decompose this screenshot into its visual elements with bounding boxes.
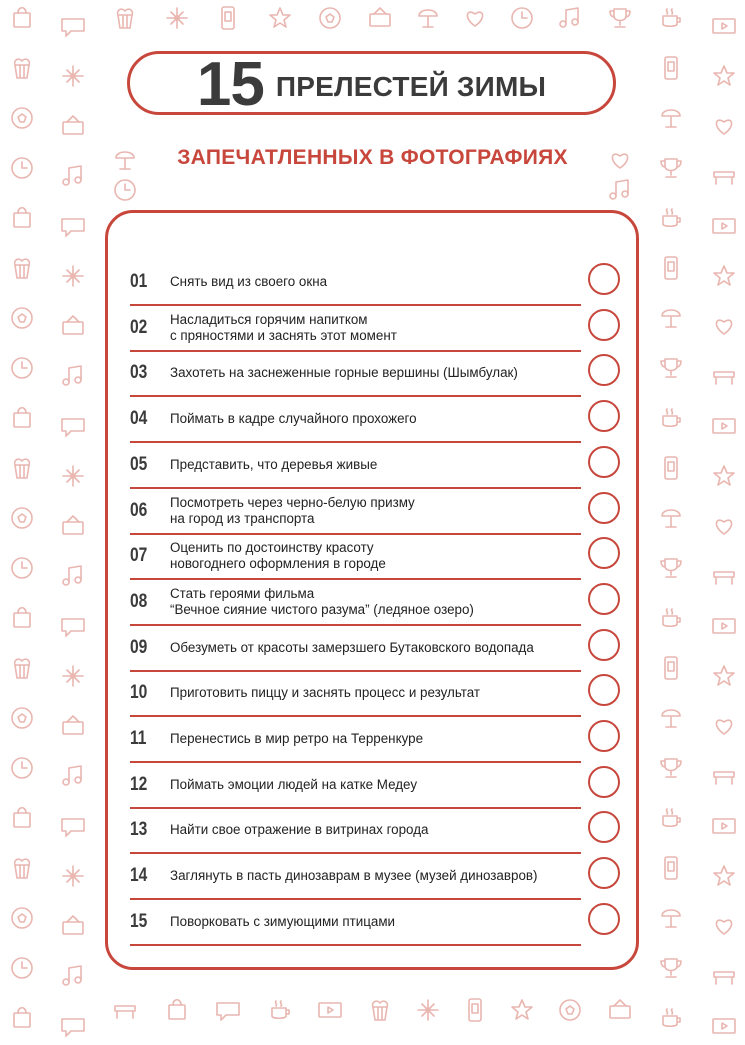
item-divider: [130, 761, 581, 763]
ticket-icon: [713, 1019, 735, 1033]
star-icon: [714, 466, 734, 485]
item-divider: [130, 807, 581, 809]
item-checkbox[interactable]: [588, 446, 620, 478]
trophy-icon: [661, 559, 681, 577]
item-text: [170, 354, 590, 392]
item-checkbox[interactable]: [588, 903, 620, 935]
item-text-line: Посмотреть через черно-белую призму: [170, 494, 415, 510]
music-note-icon: [560, 8, 578, 27]
heart-icon: [716, 920, 731, 934]
bench-icon: [714, 972, 734, 984]
item-number: 12: [130, 773, 148, 795]
sign-icon: [63, 316, 83, 334]
item-text-line: на город из транспорта: [170, 510, 315, 526]
ball-icon: [320, 8, 340, 28]
item-divider: [130, 350, 581, 352]
item-text-line: Обезуметь от красоты замерзшего Бутаковского водопада: [170, 639, 534, 655]
lamp-icon: [662, 910, 680, 927]
sign-icon: [63, 716, 83, 734]
item-text: [170, 629, 590, 667]
sign-icon: [610, 1000, 630, 1018]
sparkle-icon: [167, 8, 187, 28]
ticket-icon: [713, 19, 735, 33]
item-text-line: “Вечное сияние чистого разума” (ледяное озеро): [170, 601, 474, 617]
item-checkbox[interactable]: [588, 583, 620, 615]
title-number: 15: [196, 50, 264, 119]
sparkle-icon: [63, 466, 83, 486]
item-text-line: Стать героями фильма: [170, 585, 315, 601]
item-text: [170, 903, 590, 941]
chat-bubble-icon: [62, 219, 84, 236]
checklist-item: [130, 400, 625, 446]
checklist-item: [130, 766, 625, 812]
gift-bag-icon: [169, 1000, 185, 1019]
ticket-icon: [713, 219, 735, 233]
chat-bubble-icon: [62, 819, 84, 836]
item-number: 02: [130, 316, 148, 338]
item-divider: [130, 441, 581, 443]
item-number: 03: [130, 362, 148, 384]
item-text: [170, 492, 590, 530]
gift-bag-icon: [14, 208, 30, 227]
music-note-icon: [63, 366, 81, 385]
item-checkbox[interactable]: [588, 766, 620, 798]
gift-bag-icon: [14, 408, 30, 427]
sparkle-icon: [63, 266, 83, 286]
bench-icon: [714, 572, 734, 584]
sparkle-icon: [63, 666, 83, 686]
music-note-icon: [63, 966, 81, 985]
item-divider: [130, 624, 581, 626]
star-icon: [512, 1000, 532, 1019]
sign-icon: [370, 8, 390, 26]
star-icon: [714, 666, 734, 685]
item-divider: [130, 304, 581, 306]
item-text-line: Оценить по достоинству красоту: [170, 540, 374, 556]
lamp-icon: [662, 310, 680, 327]
phone-icon: [665, 657, 677, 679]
gift-bag-icon: [14, 1008, 30, 1027]
item-divider: [130, 670, 581, 672]
item-text: [170, 811, 590, 849]
star-icon: [714, 866, 734, 885]
item-divider: [130, 852, 581, 854]
item-number: 07: [130, 545, 148, 567]
ball-icon: [12, 508, 32, 528]
heart-icon: [467, 12, 482, 26]
item-text-line: Представить, что деревья живые: [170, 456, 378, 472]
chat-bubble-icon: [62, 419, 84, 436]
chat-bubble-icon: [217, 1003, 239, 1020]
item-text-line: с пряностями и заснять этот момент: [170, 327, 397, 343]
star-icon: [714, 266, 734, 285]
trophy-icon: [661, 759, 681, 777]
sign-icon: [63, 116, 83, 134]
music-note-icon: [610, 180, 628, 199]
sparkle-icon: [63, 866, 83, 886]
item-text-line: Перенестись в мир ретро на Терренкуре: [170, 731, 424, 746]
item-number: 04: [130, 408, 148, 430]
clock-icon: [12, 558, 32, 578]
coffee-cup-icon: [663, 9, 680, 26]
chat-bubble-icon: [62, 1019, 84, 1036]
clock-icon: [12, 958, 32, 978]
ball-icon: [12, 108, 32, 128]
popcorn-icon: [15, 459, 30, 478]
item-text-line: Приготовить пиццу и заснять процесс и результат: [170, 685, 481, 701]
heart-icon: [716, 320, 731, 334]
item-divider: [130, 395, 581, 397]
star-icon: [270, 8, 290, 27]
item-text-line: Поймать эмоции людей на катке Медеу: [170, 776, 418, 792]
checklist-item: [130, 583, 625, 629]
gift-bag-icon: [14, 808, 30, 827]
sparkle-icon: [418, 1000, 438, 1020]
heart-icon: [716, 520, 731, 534]
item-divider: [130, 578, 581, 580]
sparkle-icon: [63, 66, 83, 86]
ticket-icon: [713, 819, 735, 833]
heart-icon: [716, 720, 731, 734]
subtitle: ЗАПЕЧАТЛЕННЫХ В ФОТОГРАФИЯХ: [177, 146, 568, 169]
item-checkbox[interactable]: [588, 720, 620, 752]
ball-icon: [12, 308, 32, 328]
item-checkbox[interactable]: [588, 537, 620, 569]
popcorn-icon: [118, 9, 133, 28]
item-text-line: новогоднего оформления в городе: [170, 556, 386, 572]
item-text: [170, 309, 590, 347]
item-number: 06: [130, 499, 148, 521]
checklist-card: [105, 210, 639, 970]
ticket-icon: [713, 419, 735, 433]
trophy-icon: [661, 359, 681, 377]
item-checkbox[interactable]: [588, 492, 620, 524]
checklist-item: [130, 537, 625, 583]
checklist-item: [130, 674, 625, 720]
item-divider: [130, 898, 581, 900]
item-checkbox[interactable]: [588, 309, 620, 341]
popcorn-icon: [15, 659, 30, 678]
item-checkbox[interactable]: [588, 857, 620, 889]
item-number: 15: [130, 910, 148, 932]
lamp-icon: [662, 110, 680, 127]
bench-icon: [714, 372, 734, 384]
item-text-line: Поймать в кадре случайного прохожего: [170, 411, 417, 427]
gift-bag-icon: [14, 8, 30, 27]
star-icon: [714, 66, 734, 85]
item-text: [170, 766, 590, 804]
item-text: [170, 720, 590, 758]
lamp-icon: [419, 10, 437, 27]
heart-icon: [716, 120, 731, 134]
item-number: 09: [130, 636, 148, 658]
item-divider: [130, 533, 581, 535]
clock-icon: [115, 180, 135, 200]
title-banner: [127, 50, 616, 119]
sign-icon: [63, 516, 83, 534]
item-text: [170, 857, 590, 895]
item-divider: [130, 944, 581, 946]
ball-icon: [12, 908, 32, 928]
checklist-item: [130, 263, 625, 309]
item-text-line: Заглянуть в пасть динозаврам в музее (музей динозавров): [170, 868, 538, 884]
popcorn-icon: [15, 59, 30, 78]
item-number: 13: [130, 819, 148, 841]
checklist-item: [130, 492, 625, 538]
item-text: [170, 400, 590, 438]
checklist-item: [130, 857, 625, 903]
item-number: 14: [130, 865, 148, 887]
item-number: 08: [130, 590, 148, 612]
item-checkbox[interactable]: [588, 629, 620, 661]
item-text-line: Захотеть на заснеженные горные вершины (Шымбулак): [170, 365, 518, 381]
title-text: ПРЕЛЕСТЕЙ ЗИМЫ: [275, 71, 547, 102]
coffee-cup-icon: [663, 609, 680, 626]
item-checkbox[interactable]: [588, 811, 620, 843]
item-number: 05: [130, 453, 148, 475]
phone-icon: [665, 257, 677, 279]
popcorn-icon: [373, 1001, 388, 1020]
item-text: [170, 446, 590, 484]
chat-bubble-icon: [62, 619, 84, 636]
clock-icon: [512, 8, 532, 28]
item-number: 11: [130, 728, 147, 749]
ball-icon: [12, 708, 32, 728]
checklist-item: [130, 629, 625, 675]
item-divider: [130, 487, 581, 489]
gift-bag-icon: [14, 608, 30, 627]
ticket-icon: [319, 1003, 341, 1017]
item-checkbox[interactable]: [588, 400, 620, 432]
checklist-item: [130, 720, 625, 766]
bench-icon: [714, 772, 734, 784]
lamp-icon: [662, 510, 680, 527]
checklist-item: [130, 309, 625, 355]
item-text-line: Найти свое отражение в витринах города: [170, 822, 429, 838]
music-note-icon: [63, 766, 81, 785]
item-number: 01: [130, 271, 148, 292]
trophy-icon: [661, 959, 681, 977]
clock-icon: [12, 358, 32, 378]
coffee-cup-icon: [663, 209, 680, 226]
phone-icon: [665, 57, 677, 79]
ball-icon: [560, 1000, 580, 1020]
coffee-cup-icon: [663, 1009, 680, 1026]
sign-icon: [63, 916, 83, 934]
item-text: [170, 263, 590, 301]
checklist-item: [130, 811, 625, 857]
clock-icon: [12, 758, 32, 778]
music-note-icon: [63, 566, 81, 585]
coffee-cup-icon: [663, 809, 680, 826]
checklist-item: [130, 903, 625, 949]
item-checkbox[interactable]: [588, 263, 620, 295]
item-text-line: Поворковать с зимующими птицами: [170, 913, 396, 929]
phone-icon: [665, 857, 677, 879]
trophy-icon: [610, 9, 630, 27]
item-number: 10: [130, 682, 148, 704]
item-checkbox[interactable]: [588, 674, 620, 706]
item-text-line: Насладиться горячим напитком: [170, 311, 368, 327]
item-text: [170, 674, 590, 712]
phone-icon: [469, 999, 481, 1021]
phone-icon: [222, 7, 234, 29]
bench-icon: [115, 1006, 135, 1018]
ticket-icon: [713, 619, 735, 633]
coffee-cup-icon: [272, 1001, 289, 1018]
item-text: [170, 537, 590, 575]
bench-icon: [714, 172, 734, 184]
popcorn-icon: [15, 859, 30, 878]
phone-icon: [665, 457, 677, 479]
item-divider: [130, 715, 581, 717]
checklist-item: [130, 354, 625, 400]
lamp-icon: [662, 710, 680, 727]
item-checkbox[interactable]: [588, 354, 620, 386]
chat-bubble-icon: [62, 19, 84, 36]
item-text-line: Снять вид из своего окна: [170, 274, 328, 289]
coffee-cup-icon: [663, 409, 680, 426]
item-text: [170, 583, 590, 621]
checklist-item: [130, 446, 625, 492]
popcorn-icon: [15, 259, 30, 278]
